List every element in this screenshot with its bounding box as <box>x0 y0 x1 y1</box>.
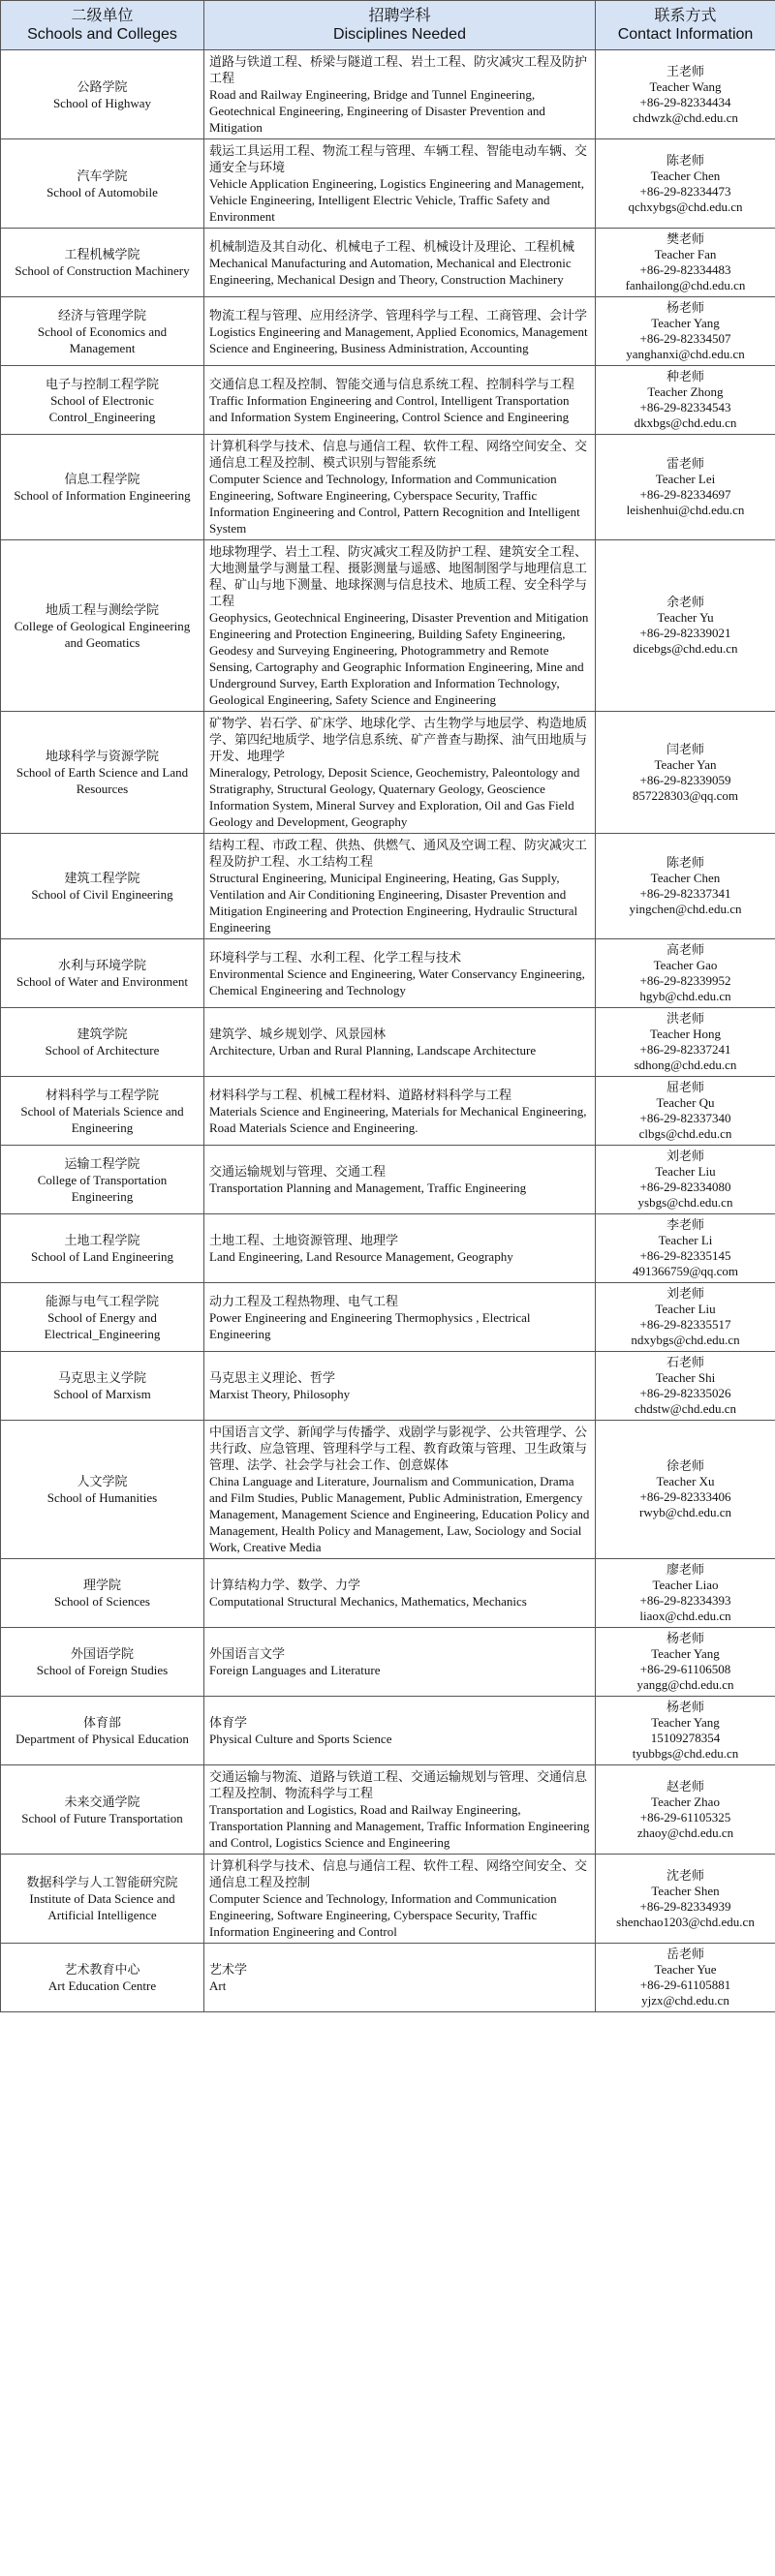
contact-cell <box>596 712 775 834</box>
discipline-cell <box>204 1628 596 1697</box>
contact-cell <box>596 1146 775 1214</box>
contact-email[interactable]: clbgs@chd.edu.cn <box>638 1126 732 1141</box>
table-row <box>1 834 775 939</box>
contact-email[interactable]: 491366759@qq.com <box>632 1264 739 1278</box>
disciplines-en: Vehicle Application Engineering, Logistics Engineering and Management, Vehicle Engineering, Intelligent Electric Vehicle, Traffic Safety and Environment <box>209 176 585 224</box>
school-name-en: School of Energy and Electrical_Engineering <box>44 1309 161 1341</box>
contact-email[interactable]: hgyb@chd.edu.cn <box>639 989 731 1003</box>
discipline-cell <box>204 1352 596 1421</box>
disciplines-en: Road and Railway Engineering, Bridge and Tunnel Engineering, Geotechnical Engineering, Engineering of Disaster Prevention and Mitigation <box>209 87 545 135</box>
contact-cell <box>596 540 775 712</box>
school-cell <box>1 1944 204 2012</box>
disciplines-en: China Language and Literature, Journalism and Communication, Drama and Film Studies, Public Management, Public Administration, Emergency Management, Management Science and Engineering, Education Policy and Management, Health Policy and Management, Law, Sociology and Social Work, Creative Media <box>209 1474 590 1554</box>
disciplines-en: Architecture, Urban and Rural Planning, Landscape Architecture <box>209 1043 537 1058</box>
contact-name-en: Teacher Xu <box>656 1474 715 1488</box>
contact-phone: +86-29-82334473 <box>639 183 731 199</box>
school-name-en: Art Education Centre <box>47 1978 157 1993</box>
header-schools-en: Schools and Colleges <box>27 26 177 43</box>
discipline-cell <box>204 366 596 435</box>
disciplines-cn: 交通信息工程及控制、智能交通与信息系统工程、控制科学与工程 <box>209 376 575 391</box>
discipline-cell <box>204 1008 596 1077</box>
school-name-cn: 马克思主义学院 <box>57 1370 146 1385</box>
school-cell <box>1 1352 204 1421</box>
contact-email[interactable]: yangg@chd.edu.cn <box>636 1677 734 1692</box>
disciplines-en: Materials Science and Engineering, Materials for Mechanical Engineering, Road Materials Science and Engineering. <box>209 1103 587 1135</box>
contact-phone: +86-29-82335517 <box>639 1317 731 1332</box>
school-name-cn: 土地工程学院 <box>64 1233 140 1247</box>
contact-cell <box>596 297 775 366</box>
school-cell <box>1 50 204 139</box>
contact-name-cn: 闫老师 <box>666 741 704 756</box>
discipline-cell <box>204 540 596 712</box>
header-schools-cn: 二级单位 <box>71 8 134 24</box>
school-name-en: School of Information Engineering <box>14 488 191 503</box>
contact-phone: +86-29-82334697 <box>639 487 731 502</box>
contact-email[interactable]: tyubbgs@chd.edu.cn <box>632 1746 739 1761</box>
table-row <box>1 1765 775 1855</box>
table-row <box>1 1352 775 1421</box>
school-name-cn: 信息工程学院 <box>64 472 140 486</box>
disciplines-cn: 交通运输规划与管理、交通工程 <box>209 1164 387 1179</box>
school-name-en: School of Future Transportation <box>21 1810 183 1825</box>
school-name-cn: 能源与电气工程学院 <box>45 1293 159 1308</box>
contact-email[interactable]: leishenhui@chd.edu.cn <box>626 503 745 517</box>
school-cell <box>1 435 204 540</box>
discipline-cell <box>204 229 596 297</box>
contact-cell <box>596 1855 775 1944</box>
contact-phone: +86-29-82334393 <box>639 1593 731 1608</box>
contact-name-cn: 高老师 <box>666 942 704 957</box>
school-name-cn: 外国语学院 <box>70 1646 134 1661</box>
school-cell <box>1 1855 204 1944</box>
disciplines-en: Marxist Theory, Philosophy <box>209 1387 351 1401</box>
contact-email[interactable]: liaox@chd.edu.cn <box>639 1609 731 1623</box>
contact-email[interactable]: chdstw@chd.edu.cn <box>634 1401 737 1416</box>
disciplines-cn: 体育学 <box>209 1715 248 1730</box>
disciplines-en: Computational Structural Mechanics, Mathematics, Mechanics <box>209 1594 527 1609</box>
discipline-cell <box>204 712 596 834</box>
header-disciplines <box>204 1 596 50</box>
contact-email[interactable]: fanhailong@chd.edu.cn <box>625 278 746 292</box>
contact-name-cn: 屈老师 <box>666 1080 704 1094</box>
table-row <box>1 1628 775 1697</box>
disciplines-cn: 道路与铁道工程、桥梁与隧道工程、岩土工程、防灾减灾工程及防护工程 <box>209 54 588 85</box>
contact-name-cn: 陈老师 <box>666 855 704 870</box>
contact-cell <box>596 229 775 297</box>
contact-phone: +86-29-82337341 <box>639 886 731 901</box>
school-cell <box>1 139 204 229</box>
table-header <box>1 1 775 50</box>
table-row <box>1 297 775 366</box>
table-row <box>1 139 775 229</box>
school-name-en: College of Geological Engineering and Geomatics <box>14 618 191 650</box>
discipline-cell <box>204 1765 596 1855</box>
disciplines-en: Land Engineering, Land Resource Management, Geography <box>209 1249 513 1264</box>
header-contact-cn: 联系方式 <box>654 8 717 24</box>
header-row <box>1 1 775 50</box>
table-row <box>1 435 775 540</box>
disciplines-cn: 矿物学、岩石学、矿床学、地球化学、古生物学与地层学、构造地质学、第四纪地质学、地学信息系统、矿产普查与勘探、油气田地质与开发、地理学 <box>209 716 588 763</box>
discipline-cell <box>204 1283 596 1352</box>
contact-name-cn: 种老师 <box>666 369 704 383</box>
table-body <box>1 50 775 2012</box>
contact-name-en: Teacher Liu <box>655 1164 716 1179</box>
contact-cell <box>596 939 775 1008</box>
contact-name-cn: 樊老师 <box>666 231 704 246</box>
table-row <box>1 1855 775 1944</box>
contact-name-cn: 陈老师 <box>666 152 704 168</box>
school-cell <box>1 1214 204 1283</box>
contact-name-cn: 廖老师 <box>666 1562 704 1577</box>
contact-phone: +86-29-61106508 <box>639 1662 731 1676</box>
contact-cell <box>596 1352 775 1421</box>
header-disciplines-en: Disciplines Needed <box>333 26 466 43</box>
school-name-en: School of Civil Engineering <box>31 887 173 902</box>
disciplines-en: Transportation Planning and Management, Traffic Engineering <box>209 1181 527 1195</box>
school-name-en: School of Land Engineering <box>31 1249 173 1264</box>
school-name-cn: 数据科学与人工智能研究院 <box>26 1875 178 1889</box>
school-cell <box>1 834 204 939</box>
contact-cell <box>596 1944 775 2012</box>
header-schools <box>1 1 204 50</box>
school-name-en: School of Construction Machinery <box>15 263 190 278</box>
school-name-cn: 艺术教育中心 <box>64 1962 140 1977</box>
disciplines-en: Physical Culture and Sports Science <box>209 1732 392 1746</box>
discipline-cell <box>204 435 596 540</box>
school-name-cn: 建筑学院 <box>77 1027 128 1041</box>
school-name-cn: 理学院 <box>82 1578 121 1592</box>
contact-name-cn: 李老师 <box>666 1217 704 1232</box>
contact-name-cn: 杨老师 <box>666 1700 704 1714</box>
disciplines-cn: 环境科学与工程、水利工程、化学工程与技术 <box>209 949 462 965</box>
contact-phone: +86-29-82333406 <box>639 1489 731 1504</box>
table-row <box>1 1944 775 2012</box>
school-name-cn: 公路学院 <box>77 78 128 94</box>
contact-cell <box>596 1765 775 1855</box>
school-name-cn: 材料科学与工程学院 <box>45 1087 159 1102</box>
contact-name-cn: 余老师 <box>666 595 704 609</box>
contact-phone: +86-29-82334483 <box>639 262 731 277</box>
school-cell <box>1 939 204 1008</box>
contact-email[interactable]: ysbgs@chd.edu.cn <box>637 1195 733 1210</box>
disciplines-cn: 材料科学与工程、机械工程材料、道路材料科学与工程 <box>209 1087 512 1102</box>
contact-cell <box>596 435 775 540</box>
disciplines-cn: 中国语言文学、新闻学与传播学、戏剧学与影视学、公共管理学、公共行政、应急管理、管理科学与工程、教育政策与管理、卫生政策与管理、法学、社会学与社会工作、创意媒体 <box>209 1425 588 1472</box>
disciplines-cn: 外国语言文学 <box>209 1646 286 1661</box>
contact-phone: +86-29-61105325 <box>639 1809 731 1825</box>
school-name-cn: 未来交通学院 <box>64 1794 140 1809</box>
school-cell <box>1 1077 204 1146</box>
contact-name-en: Teacher Yang <box>651 316 720 330</box>
contact-name-cn: 王老师 <box>666 63 704 78</box>
contact-name-en: Teacher Zhao <box>651 1794 720 1809</box>
disciplines-en: Transportation and Logistics, Road and Railway Engineering, Transportation Planning and Management, Traffic Information Engineering and Control, Logistics Science and Engineering <box>209 1802 590 1850</box>
discipline-cell <box>204 1559 596 1628</box>
school-cell <box>1 366 204 435</box>
table-row <box>1 1697 775 1765</box>
school-name-en: School of Economics and Management <box>37 323 168 355</box>
disciplines-en: Computer Science and Technology, Information and Communication Engineering, Software Engineering, Cyberspace Security, Traffic Information Engineering and Control <box>209 1891 557 1939</box>
school-name-en: School of Materials Science and Engineering <box>20 1103 184 1135</box>
contact-phone: +86-29-82337340 <box>639 1111 731 1125</box>
school-name-en: School of Earth Science and Land Resources <box>16 765 189 796</box>
contact-cell <box>596 834 775 939</box>
contact-name-en: Teacher Shen <box>651 1883 720 1898</box>
school-name-cn: 工程机械学院 <box>64 247 140 261</box>
contact-email[interactable]: yanghanxi@chd.edu.cn <box>626 347 745 361</box>
table-row <box>1 50 775 139</box>
disciplines-en: Art <box>209 1978 227 1993</box>
contact-email[interactable]: qchxybgs@chd.edu.cn <box>628 199 743 214</box>
disciplines-cn: 马克思主义理论、哲学 <box>209 1370 336 1385</box>
school-name-cn: 地质工程与测绘学院 <box>45 601 159 617</box>
school-cell <box>1 1697 204 1765</box>
contact-name-en: Teacher Chen <box>650 871 721 885</box>
contact-name-en: Teacher Zhong <box>647 384 724 399</box>
school-cell <box>1 1628 204 1697</box>
school-cell <box>1 1559 204 1628</box>
contact-cell <box>596 50 775 139</box>
table-row <box>1 229 775 297</box>
contact-name-cn: 徐老师 <box>666 1458 704 1473</box>
contact-name-cn: 雷老师 <box>666 456 704 471</box>
discipline-cell <box>204 1697 596 1765</box>
discipline-cell <box>204 139 596 229</box>
school-name-en: School of Water and Environment <box>16 974 189 989</box>
disciplines-cn: 机械制造及其自动化、机械电子工程、机械设计及理论、工程机械 <box>209 238 575 254</box>
school-name-en: School of Marxism <box>53 1387 151 1401</box>
school-cell <box>1 1765 204 1855</box>
disciplines-en: Computer Science and Technology, Information and Communication Engineering, Software Engineering, Cyberspace Security, Traffic Information Engineering and Control, Pattern Recognition and Intelligent System <box>209 472 580 536</box>
contact-cell <box>596 1697 775 1765</box>
disciplines-en: Structural Engineering, Municipal Engineering, Heating, Gas Supply, Ventilation and Air Conditioning Engineering, Disaster Prevention and Mitigation Engineering and Protection Engineering, Hydraulic Structural Engineering <box>209 871 578 935</box>
contact-name-en: Teacher Li <box>658 1233 713 1247</box>
contact-name-cn: 杨老师 <box>666 1631 704 1645</box>
contact-email[interactable]: dkxbgs@chd.edu.cn <box>634 415 737 430</box>
header-disciplines-cn: 招聘学科 <box>368 8 431 24</box>
contact-name-en: Teacher Fan <box>654 247 717 261</box>
table-row <box>1 540 775 712</box>
disciplines-en: Mineralogy, Petrology, Deposit Science, Geochemistry, Paleontology and Stratigraphy, Structural Geology, Quaternary Geology, Geoscience Information System, Mineral Survey and Exploration, Oil and Gas Field Geology and Development, Geography <box>209 765 580 829</box>
school-name-cn: 地球科学与资源学院 <box>45 749 159 763</box>
school-name-en: School of Architecture <box>45 1043 160 1058</box>
header-contact <box>596 1 775 50</box>
table-row <box>1 1421 775 1559</box>
contact-name-en: Teacher Yue <box>654 1962 717 1977</box>
contact-email[interactable]: chdwzk@chd.edu.cn <box>633 109 738 125</box>
contact-email[interactable]: yjzx@chd.edu.cn <box>641 1993 729 2008</box>
contact-cell <box>596 366 775 435</box>
school-name-cn: 运输工程学院 <box>64 1155 140 1171</box>
contact-phone: +86-29-82334080 <box>639 1180 731 1194</box>
contact-phone: 15109278354 <box>650 1731 721 1745</box>
school-name-en: School of Sciences <box>54 1594 150 1609</box>
contact-cell <box>596 1008 775 1077</box>
disciplines-en: Power Engineering and Engineering Thermophysics , Electrical Engineering <box>209 1309 531 1341</box>
discipline-cell <box>204 834 596 939</box>
contact-phone: +86-29-82335026 <box>639 1386 731 1400</box>
contact-phone: +86-29-82334543 <box>639 400 731 414</box>
contact-phone: +86-29-82334507 <box>639 331 731 346</box>
contact-email[interactable]: 857228303@qq.com <box>632 787 739 803</box>
header-contact-en: Contact Information <box>617 26 754 43</box>
table-row <box>1 1214 775 1283</box>
disciplines-cn: 地球物理学、岩土工程、防灾减灾工程及防护工程、建筑安全工程、大地测量学与测量工程、摄影测量与遥感、地图制图学与地理信息工程、矿山与地下测量、地球探测与信息技术、地质工程、安全科学与工程 <box>209 544 588 608</box>
table-row <box>1 712 775 834</box>
table-row <box>1 366 775 435</box>
disciplines-cn: 艺术学 <box>209 1962 248 1977</box>
contact-name-cn: 沈老师 <box>666 1867 704 1883</box>
contact-cell <box>596 1628 775 1697</box>
contact-phone: +86-29-82334434 <box>639 94 731 109</box>
contact-name-en: Teacher Liao <box>652 1578 719 1592</box>
school-cell <box>1 229 204 297</box>
school-name-cn: 电子与控制工程学院 <box>45 376 159 391</box>
discipline-cell <box>204 1146 596 1214</box>
discipline-cell <box>204 297 596 366</box>
contact-name-en: Teacher Shi <box>655 1370 716 1385</box>
school-cell <box>1 712 204 834</box>
school-name-en: Institute of Data Science and Artificial Intelligence <box>29 1891 175 1922</box>
contact-phone: +86-29-82339059 <box>639 772 731 787</box>
discipline-cell <box>204 1077 596 1146</box>
contact-email[interactable]: dicebgs@chd.edu.cn <box>633 641 738 656</box>
contact-name-cn: 赵老师 <box>666 1778 704 1794</box>
disciplines-cn: 动力工程及工程热物理、电气工程 <box>209 1293 399 1308</box>
contact-phone: +86-29-82337241 <box>639 1042 731 1057</box>
school-name-cn: 水利与环境学院 <box>57 958 146 972</box>
discipline-cell <box>204 939 596 1008</box>
contact-name-en: Teacher Chen <box>650 168 721 183</box>
school-name-cn: 经济与管理学院 <box>57 307 146 322</box>
school-name-en: Department of Physical Education <box>16 1732 189 1746</box>
contact-name-en: Teacher Liu <box>655 1302 716 1316</box>
contact-name-cn: 岳老师 <box>666 1947 704 1961</box>
contact-cell <box>596 1283 775 1352</box>
contact-email[interactable]: shenchao1203@chd.edu.cn <box>616 1914 755 1929</box>
school-cell <box>1 297 204 366</box>
school-cell <box>1 1421 204 1559</box>
contact-phone: +86-29-82334939 <box>639 1898 731 1914</box>
contact-cell <box>596 139 775 229</box>
contact-phone: +86-29-61105881 <box>639 1978 731 1992</box>
contact-name-en: Teacher Lei <box>655 472 716 486</box>
disciplines-cn: 计算结构力学、数学、力学 <box>209 1578 361 1592</box>
contact-name-en: Teacher Gao <box>653 958 718 972</box>
table-row <box>1 1559 775 1628</box>
disciplines-en: Environmental Science and Engineering, Water Conservancy Engineering, Chemical Engineering and Technology <box>209 966 585 997</box>
school-cell <box>1 1146 204 1214</box>
disciplines-en: Foreign Languages and Literature <box>209 1663 381 1677</box>
contact-name-cn: 刘老师 <box>666 1286 704 1301</box>
school-name-en: School of Humanities <box>46 1490 158 1505</box>
contact-name-en: Teacher Wang <box>649 78 722 94</box>
table-row <box>1 1008 775 1077</box>
contact-email[interactable]: rwyb@chd.edu.cn <box>639 1505 731 1519</box>
discipline-cell <box>204 1214 596 1283</box>
disciplines-cn: 结构工程、市政工程、供热、供燃气、通风及空调工程、防灾减灾工程及防护工程、水工结构工程 <box>209 838 588 869</box>
school-cell <box>1 1283 204 1352</box>
discipline-cell <box>204 1855 596 1944</box>
school-name-cn: 建筑工程学院 <box>64 871 140 885</box>
contact-name-cn: 洪老师 <box>666 1011 704 1026</box>
disciplines-en: Traffic Information Engineering and Control, Intelligent Transportation and Information System Engineering, Control Science and Engineering <box>209 392 570 424</box>
school-name-en: College of Transportation Engineering <box>37 1172 168 1204</box>
school-cell <box>1 540 204 712</box>
school-name-en: School of Highway <box>52 95 152 110</box>
contact-name-en: Teacher Yu <box>657 610 714 625</box>
school-name-en: School of Automobile <box>46 184 158 199</box>
contact-email[interactable]: yingchen@chd.edu.cn <box>629 902 742 916</box>
school-cell <box>1 1008 204 1077</box>
disciplines-cn: 载运工具运用工程、物流工程与管理、车辆工程、智能电动车辆、交通安全与环境 <box>209 143 588 174</box>
disciplines-en: Mechanical Manufacturing and Automation, Mechanical and Electronic Engineering, Mechanical Design and Theory, Construction Machinery <box>209 255 572 287</box>
school-name-en: School of Foreign Studies <box>36 1663 169 1677</box>
school-name-en: School of Electronic Control_Engineering <box>48 392 156 424</box>
table-row <box>1 1283 775 1352</box>
discipline-cell <box>204 1944 596 2012</box>
disciplines-cn: 计算机科学与技术、信息与通信工程、软件工程、网络空间安全、交通信息工程及控制 <box>209 1858 588 1889</box>
table-row <box>1 939 775 1008</box>
discipline-cell <box>204 50 596 139</box>
disciplines-en: Logistics Engineering and Management, Applied Economics, Management Science and Engineering, Business Administration, Accounting <box>209 323 588 355</box>
contact-email[interactable]: ndxybgs@chd.edu.cn <box>631 1333 740 1347</box>
disciplines-en: Geophysics, Geotechnical Engineering, Disaster Prevention and Mitigation Engineering and Protection Engineering, Building Safety Engineering, Geodesy and Surveying Engineering, Photogrammetry and Remote Sensing, Cartography and Geographic Information Engineering, Mine and Underground Survey, Earth Exploration and Information Technology, Geological Engineering, Safety Science and Engineering <box>209 610 589 707</box>
school-name-cn: 汽车学院 <box>77 168 128 183</box>
disciplines-cn: 建筑学、城乡规划学、风景园林 <box>209 1027 387 1041</box>
contact-email[interactable]: sdhong@chd.edu.cn <box>634 1058 737 1072</box>
contact-email[interactable]: zhaoy@chd.edu.cn <box>636 1825 734 1840</box>
contact-name-en: Teacher Yang <box>651 1646 720 1661</box>
contact-name-cn: 杨老师 <box>666 300 704 315</box>
contact-phone: +86-29-82335145 <box>639 1248 731 1263</box>
contact-cell <box>596 1077 775 1146</box>
contact-name-en: Teacher Hong <box>649 1027 722 1041</box>
discipline-cell <box>204 1421 596 1559</box>
contact-cell <box>596 1214 775 1283</box>
contact-phone: +86-29-82339021 <box>639 626 731 640</box>
contact-cell <box>596 1421 775 1559</box>
school-name-cn: 体育部 <box>82 1715 121 1730</box>
table-row <box>1 1077 775 1146</box>
table-row <box>1 1146 775 1214</box>
disciplines-cn: 物流工程与管理、应用经济学、管理科学与工程、工商管理、会计学 <box>209 307 588 322</box>
contact-name-en: Teacher Yang <box>651 1715 720 1730</box>
disciplines-cn: 土地工程、土地资源管理、地理学 <box>209 1233 399 1247</box>
contact-cell <box>596 1559 775 1628</box>
disciplines-cn: 交通运输与物流、道路与铁道工程、交通运输规划与管理、交通信息工程及控制、物流科学与工程 <box>209 1769 588 1800</box>
contact-phone: +86-29-82339952 <box>639 973 731 988</box>
disciplines-cn: 计算机科学与技术、信息与通信工程、软件工程、网络空间安全、交通信息工程及控制、模式识别与智能系统 <box>209 439 588 470</box>
school-name-cn: 人文学院 <box>77 1474 128 1488</box>
contact-name-en: Teacher Yan <box>654 756 717 772</box>
contact-name-cn: 刘老师 <box>666 1149 704 1163</box>
contact-name-en: Teacher Qu <box>656 1095 715 1110</box>
contact-name-cn: 石老师 <box>666 1355 704 1369</box>
